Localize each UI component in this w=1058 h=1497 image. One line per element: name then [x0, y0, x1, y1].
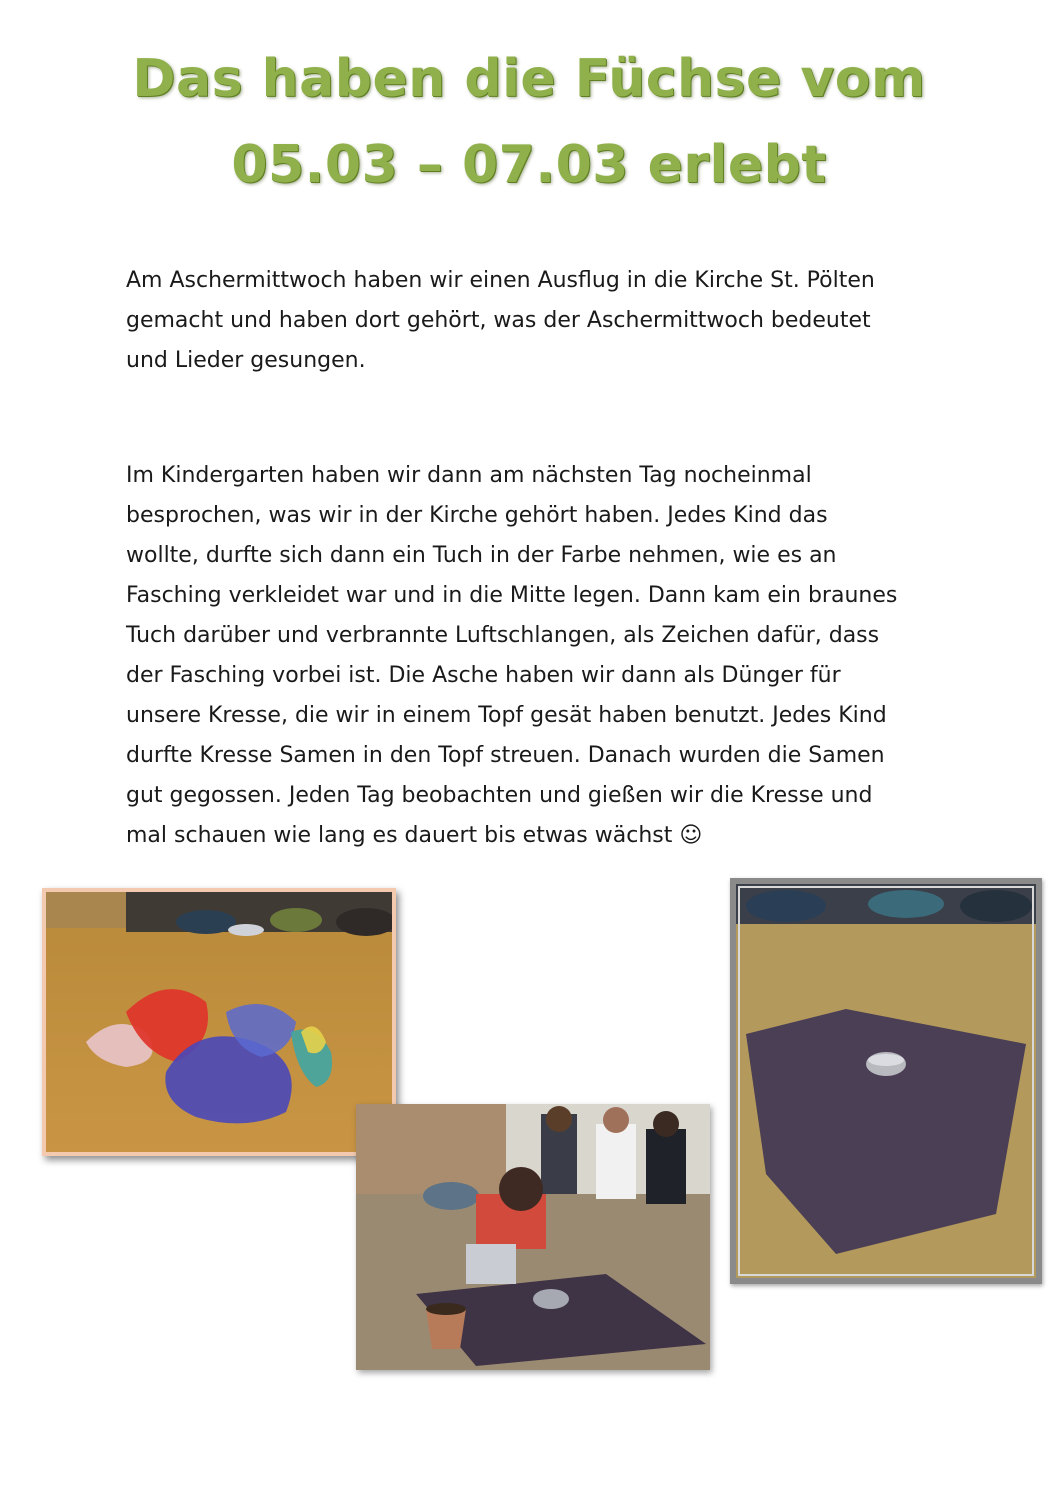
paragraph-ash-wednesday [126, 261, 946, 381]
text-line: wollte, durfte sich dann ein Tuch in der Farbe nehmen, wie es an [126, 543, 837, 568]
text-line: Im Kindergarten haben wir dann am nächsten Tag nocheinmal [126, 463, 812, 488]
text-line: mal schauen wie lang es dauert bis etwas wächst ☺ [126, 823, 703, 848]
text-line: gut gegossen. Jeden Tag beobachten und gießen wir die Kresse und [126, 783, 873, 808]
text-line: Fasching verkleidet war und in die Mitte legen. Dann kam ein braunes [126, 583, 898, 608]
photo-brown-cloth-bowl [730, 878, 1042, 1284]
text-line: gemacht und haben dort gehört, was der Aschermittwoch bedeutet [126, 308, 871, 333]
photo-colorful-scarves [42, 888, 396, 1156]
text-line: besprochen, was wir in der Kirche gehört haben. Jedes Kind das [126, 503, 828, 528]
text-line: durfte Kresse Samen in den Topf streuen. Danach wurden die Samen [126, 743, 885, 768]
text-line: Tuch darüber und verbrannte Luftschlangen, als Zeichen dafür, dass [126, 623, 880, 648]
title-line-1: Das haben die Füchse vom [132, 49, 926, 109]
photo-child-sowing-cress [356, 1104, 710, 1370]
text-line: der Fasching vorbei ist. Die Asche haben wir dann als Dünger für [126, 663, 841, 688]
text-line: unsere Kresse, die wir in einem Topf gesät haben benutzt. Jedes Kind [126, 703, 887, 728]
text-line: und Lieder gesungen. [126, 348, 366, 373]
page-title [0, 36, 1058, 208]
text-line: Am Aschermittwoch haben wir einen Ausflug in die Kirche St. Pölten [126, 268, 875, 293]
title-line-2: 05.03 – 07.03 erlebt [231, 135, 827, 195]
paragraph-kindergarten [126, 456, 946, 856]
